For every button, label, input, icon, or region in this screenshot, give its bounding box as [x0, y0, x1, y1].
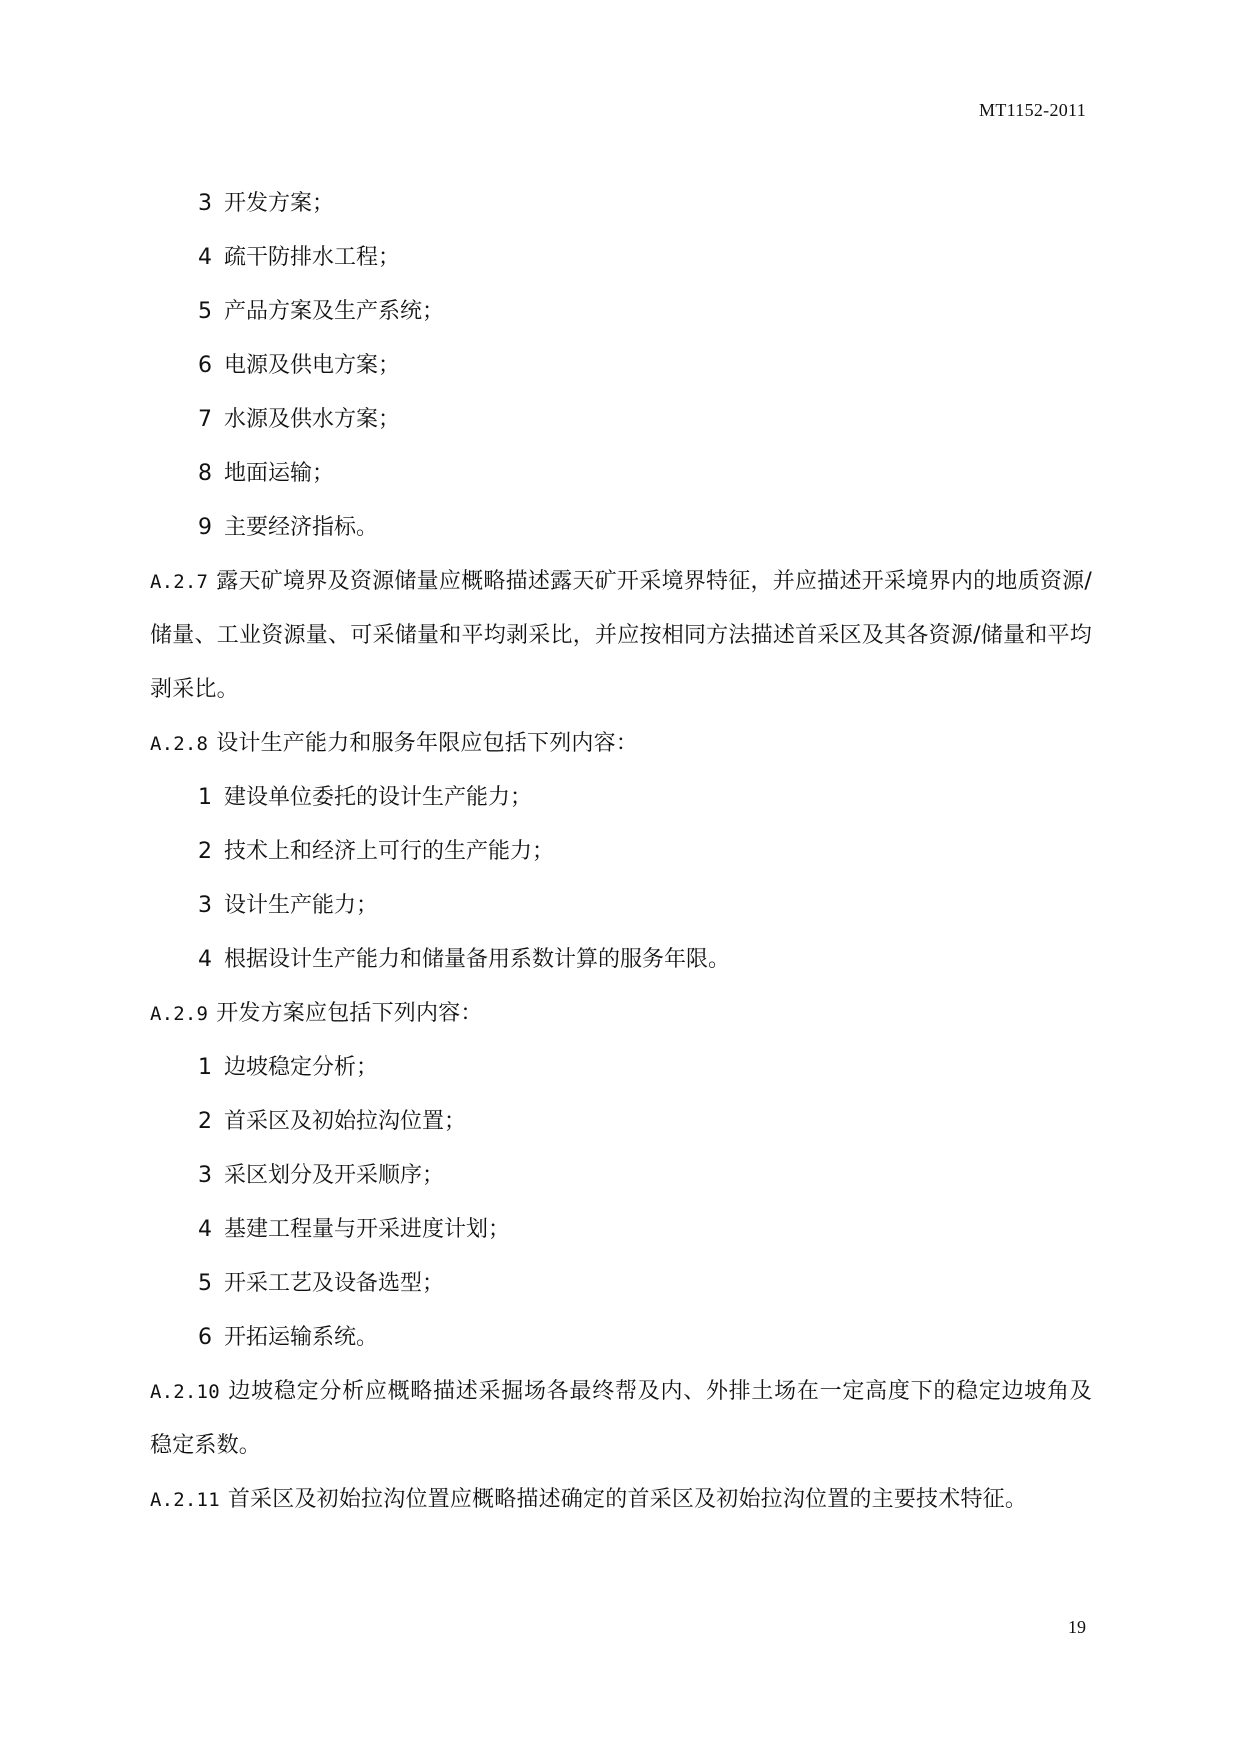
section-number: A.2.8	[150, 733, 209, 755]
list-item-text: 采区划分及开采顺序；	[224, 1163, 445, 1188]
list-item-number: 4	[198, 947, 212, 972]
section-a-2-8	[150, 728, 1092, 760]
list-item-number: 3	[198, 1163, 212, 1188]
document-body	[150, 188, 1092, 1538]
list-item-text: 技术上和经济上可行的生产能力；	[224, 839, 555, 864]
list-item-number: 2	[198, 1109, 212, 1134]
section-number: A.2.7	[150, 571, 209, 593]
list-item-number: 6	[198, 353, 212, 378]
list-item	[150, 350, 1092, 404]
list-item-text: 根据设计生产能力和储量备用系数计算的服务年限。	[224, 947, 731, 972]
list-item	[150, 404, 1092, 458]
list-item	[150, 836, 1092, 890]
list-item-number: 3	[198, 893, 212, 918]
list-item-text: 边坡稳定分析；	[224, 1055, 379, 1080]
list-item-number: 5	[198, 299, 212, 324]
list-item	[150, 1214, 1092, 1268]
list-item-text: 建设单位委托的设计生产能力；	[224, 785, 533, 810]
list-item-number: 6	[198, 1325, 212, 1350]
list-item-text: 开发方案；	[224, 191, 335, 216]
list-item-number: 7	[198, 407, 212, 432]
list-item	[150, 1106, 1092, 1160]
section-text: 设计生产能力和服务年限应包括下列内容：	[216, 731, 639, 756]
section-text: 首采区及初始拉沟位置应概略描述确定的首采区及初始拉沟位置的主要技术特征。	[227, 1487, 1028, 1512]
list-item-text: 主要经济指标。	[224, 515, 379, 540]
list-item-text: 疏干防排水工程；	[224, 245, 401, 270]
page-number: 19	[1068, 1617, 1086, 1637]
list-item-text: 地面运输；	[224, 461, 335, 486]
section-text: 开发方案应包括下列内容：	[216, 1001, 483, 1026]
section-text: 边坡稳定分析应概略描述采掘场各最终帮及内、外排土场在一定高度下的稳定边坡角及稳定系数。	[150, 1379, 1092, 1458]
list-item	[150, 188, 1092, 242]
list-item-number: 8	[198, 461, 212, 486]
list-item-text: 首采区及初始拉沟位置；	[224, 1109, 467, 1134]
section-number: A.2.9	[150, 1003, 209, 1025]
list-item-number: 3	[198, 191, 212, 216]
list-item	[150, 296, 1092, 350]
list-item-number: 4	[198, 1217, 212, 1242]
list-item	[150, 458, 1092, 512]
list-item	[150, 782, 1092, 836]
list-item	[150, 944, 1092, 998]
list-item	[150, 1052, 1092, 1106]
document-code-header: MT1152-2011	[979, 100, 1086, 120]
section-a-2-9	[150, 998, 1092, 1030]
section-number: A.2.10	[150, 1381, 220, 1403]
list-item	[150, 1268, 1092, 1322]
list-item-number: 4	[198, 245, 212, 270]
list-item-text: 产品方案及生产系统；	[224, 299, 445, 324]
list-item	[150, 1160, 1092, 1214]
list-item-number: 1	[198, 785, 212, 810]
list-item-number: 5	[198, 1271, 212, 1296]
list-item-text: 基建工程量与开采进度计划；	[224, 1217, 511, 1242]
section-number: A.2.11	[150, 1489, 220, 1511]
list-item-text: 开采工艺及设备选型；	[224, 1271, 445, 1296]
list-item	[150, 890, 1092, 944]
section-a-2-11	[150, 1473, 1092, 1527]
list-item-number: 2	[198, 839, 212, 864]
list-item-text: 设计生产能力；	[224, 893, 379, 918]
list-item-text: 水源及供水方案；	[224, 407, 401, 432]
section-a-2-7	[150, 555, 1092, 717]
list-item-text: 开拓运输系统。	[224, 1325, 379, 1350]
list-item-text: 电源及供电方案；	[224, 353, 401, 378]
list-item-number: 1	[198, 1055, 212, 1080]
list-item	[150, 242, 1092, 296]
list-item-number: 9	[198, 515, 212, 540]
section-text: 露天矿境界及资源储量应概略描述露天矿开采境界特征，并应描述开采境界内的地质资源/储量、工业资源量、可采储量和平均剥采比，并应按相同方法描述首采区及其各资源/储量和平均剥采比。	[150, 569, 1092, 702]
section-a-2-10	[150, 1365, 1092, 1473]
